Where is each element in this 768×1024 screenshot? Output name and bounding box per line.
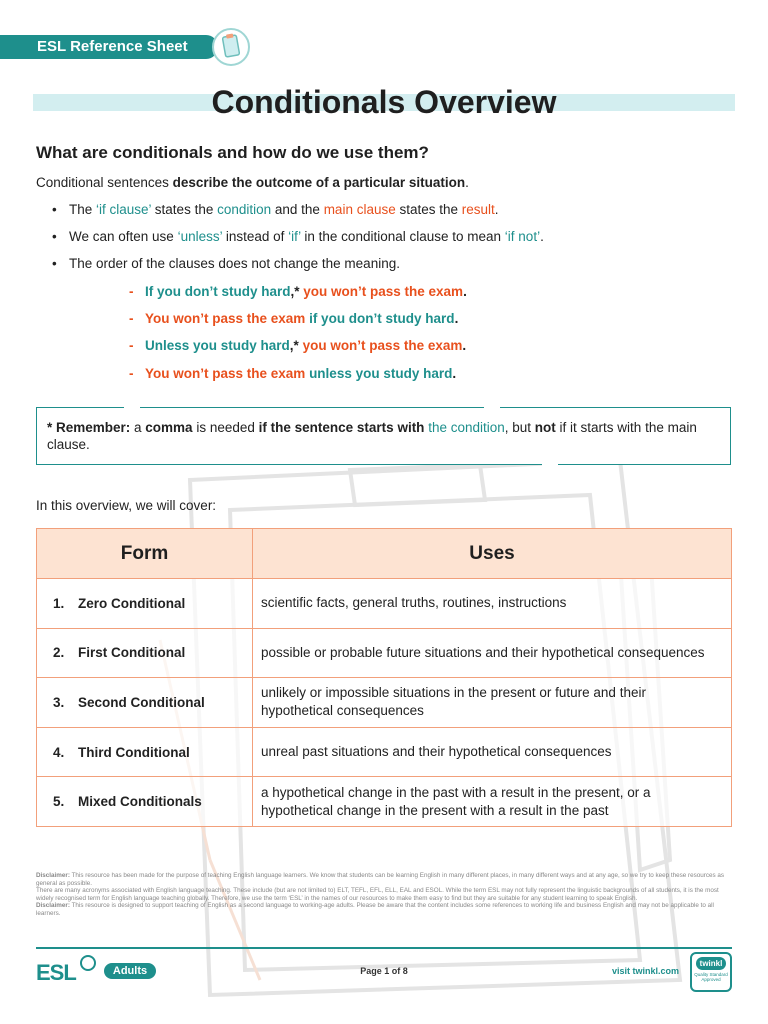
note-text: is needed [192,420,259,435]
table-row [37,579,732,629]
bullet-dot-icon: • [52,202,57,217]
note-bold: comma [145,420,193,435]
use-cell: scientific facts, general truths, routines, instructions [253,579,732,629]
bullet-text: states the [151,202,218,217]
bullet-term: result [461,202,495,217]
bullet-text: and the [271,202,324,217]
bullet-item [52,256,400,271]
bullet-text: in the conditional clause to mean [300,229,505,244]
bullet-item [52,202,499,217]
bullet-dot-icon: • [52,256,57,271]
clipboard-icon [212,28,250,66]
note-text: , but [504,420,535,435]
note-term: the condition [428,420,505,435]
box-border-gap [484,405,500,409]
example-punct: . [454,311,459,326]
banner-label: ESL Reference Sheet [37,38,188,55]
example-clause: you won’t pass the exam [302,338,463,353]
dash-icon: - [129,338,134,353]
bullet-text: The order of the clauses does not change the meaning. [69,256,400,271]
esl-logo: ESL [36,960,76,985]
box-border-gap [124,405,140,409]
bullet-term: main clause [323,202,396,217]
disclaimer-paragraph: There are many acronyms associated with English language teaching. These include (but are not limited to) ELT, TEFL, EFL, ELL, EAL and ESOL. While the term ESL may not fully represent the linguistic backgrounds of all students, it is the most widely recognised term for English language teaching globally. Therefore, we use the term ‘ESL’ in the names of our resources to make them easy to find but they are suitable for any student learning to speak English. [36,887,719,902]
reference-sheet-banner [0,35,218,59]
bullet-item [52,229,544,244]
example-clause: Unless you study hard [145,338,290,353]
form-cell [37,777,253,827]
form-cell [37,628,253,678]
overview-intro: In this overview, we will cover: [36,498,217,513]
header-uses: Uses [253,529,732,579]
page-title: Conditionals Overview [211,84,557,120]
example-sentence [129,338,466,353]
use-cell: possible or probable future situations and their hypothetical consequences [253,628,732,678]
dash-icon: - [129,311,134,326]
row-number: 2. [53,645,65,661]
bullet-term: ‘if not’ [504,229,541,244]
form-cell [37,678,253,728]
bullet-term: condition [217,202,272,217]
example-clause: if you don’t study hard [309,311,455,326]
section-heading: What are conditionals and how do we use them? [36,143,429,162]
quality-label: Quality Standard Approved [694,972,728,982]
intro-text-c: . [465,175,469,190]
example-sentence [129,311,458,326]
table-header-row [37,529,732,579]
bullet-text: . [540,229,544,244]
conditionals-table [36,528,732,827]
example-punct: ,* [290,284,304,299]
intro-text-b: describe the outcome of a particular situation [172,175,466,190]
example-punct: . [462,338,467,353]
bullet-text: The [69,202,97,217]
form-name: Second Conditional [78,694,205,710]
disclaimer-text: This resource is designed to support teaching of English as a second language to working-age adults. Please be aware that the content includes some references to working life and business English and may not be applicable to all learners. [36,902,714,917]
form-cell [37,579,253,629]
intro-text-a: Conditional sentences [36,175,173,190]
use-cell: a hypothetical change in the past with a result in the present, or a hypothetical change in the present with a result in the past [253,777,732,827]
example-clause: unless you study hard [309,366,453,381]
example-sentence [129,284,467,299]
bullet-text: We can often use [69,229,178,244]
example-clause: You won’t pass the exam [145,311,306,326]
form-name: Mixed Conditionals [78,794,202,810]
disclaimer-text: This resource has been made for the purpose of teaching English language learners. We know that students can be learning English in many different places, in many different ways and at any age, so we try to keep these resources as general as possible. [36,872,725,887]
form-name: First Conditional [78,645,186,661]
remember-label: * Remember: [47,420,131,435]
note-text: if it starts with the main clause. [47,420,697,452]
example-clause: You won’t pass the exam [145,366,306,381]
remember-note-box [36,407,731,465]
intro-paragraph [36,175,469,190]
table-row [37,628,732,678]
visit-link[interactable]: visit twinkl.com [612,966,680,976]
table-row [37,727,732,777]
example-clause: If you don’t study hard [145,284,291,299]
bullet-text: instead of [222,229,289,244]
example-punct: ,* [289,338,303,353]
dash-icon: - [129,366,134,381]
dash-icon: - [129,284,134,299]
example-clause: you won’t pass the exam [303,284,464,299]
bullet-term: ‘if clause’ [96,202,152,217]
example-sentence [129,366,456,381]
row-number: 4. [53,744,65,760]
header-form: Form [37,529,253,579]
twinkl-quality-badge [690,952,732,992]
disclaimer-label: Disclaimer: [36,902,70,910]
adults-badge: Adults [104,963,156,979]
bullet-term: ‘if’ [288,229,301,244]
disclaimer-paragraph [36,872,731,887]
footer-divider [36,947,732,949]
form-name: Third Conditional [78,744,190,760]
note-bold: not [534,420,556,435]
note-bold: if the sentence starts with [258,420,425,435]
row-number: 3. [53,694,65,710]
use-cell: unlikely or impossible situations in the present or future and their hypothetical consequences [253,678,732,728]
bullet-text: . [494,202,499,217]
bullet-text: states the [395,202,462,217]
note-text: a [130,420,146,435]
disclaimer-paragraph [36,902,731,917]
bullet-dot-icon: • [52,229,57,244]
table-row [37,777,732,827]
disclaimer [36,872,731,918]
row-number: 5. [53,794,65,810]
example-punct: . [452,366,457,381]
page-number: Page 1 of 8 [360,966,408,976]
form-name: Zero Conditional [78,595,186,611]
row-number: 1. [53,595,65,611]
example-punct: . [463,284,467,299]
box-border-gap [542,463,558,467]
twinkl-logo: twinkl [696,957,726,970]
form-cell [37,727,253,777]
bullet-term: ‘unless’ [177,229,223,244]
disclaimer-label: Disclaimer: [36,872,70,879]
use-cell: unreal past situations and their hypothetical consequences [253,727,732,777]
table-row [37,678,732,728]
